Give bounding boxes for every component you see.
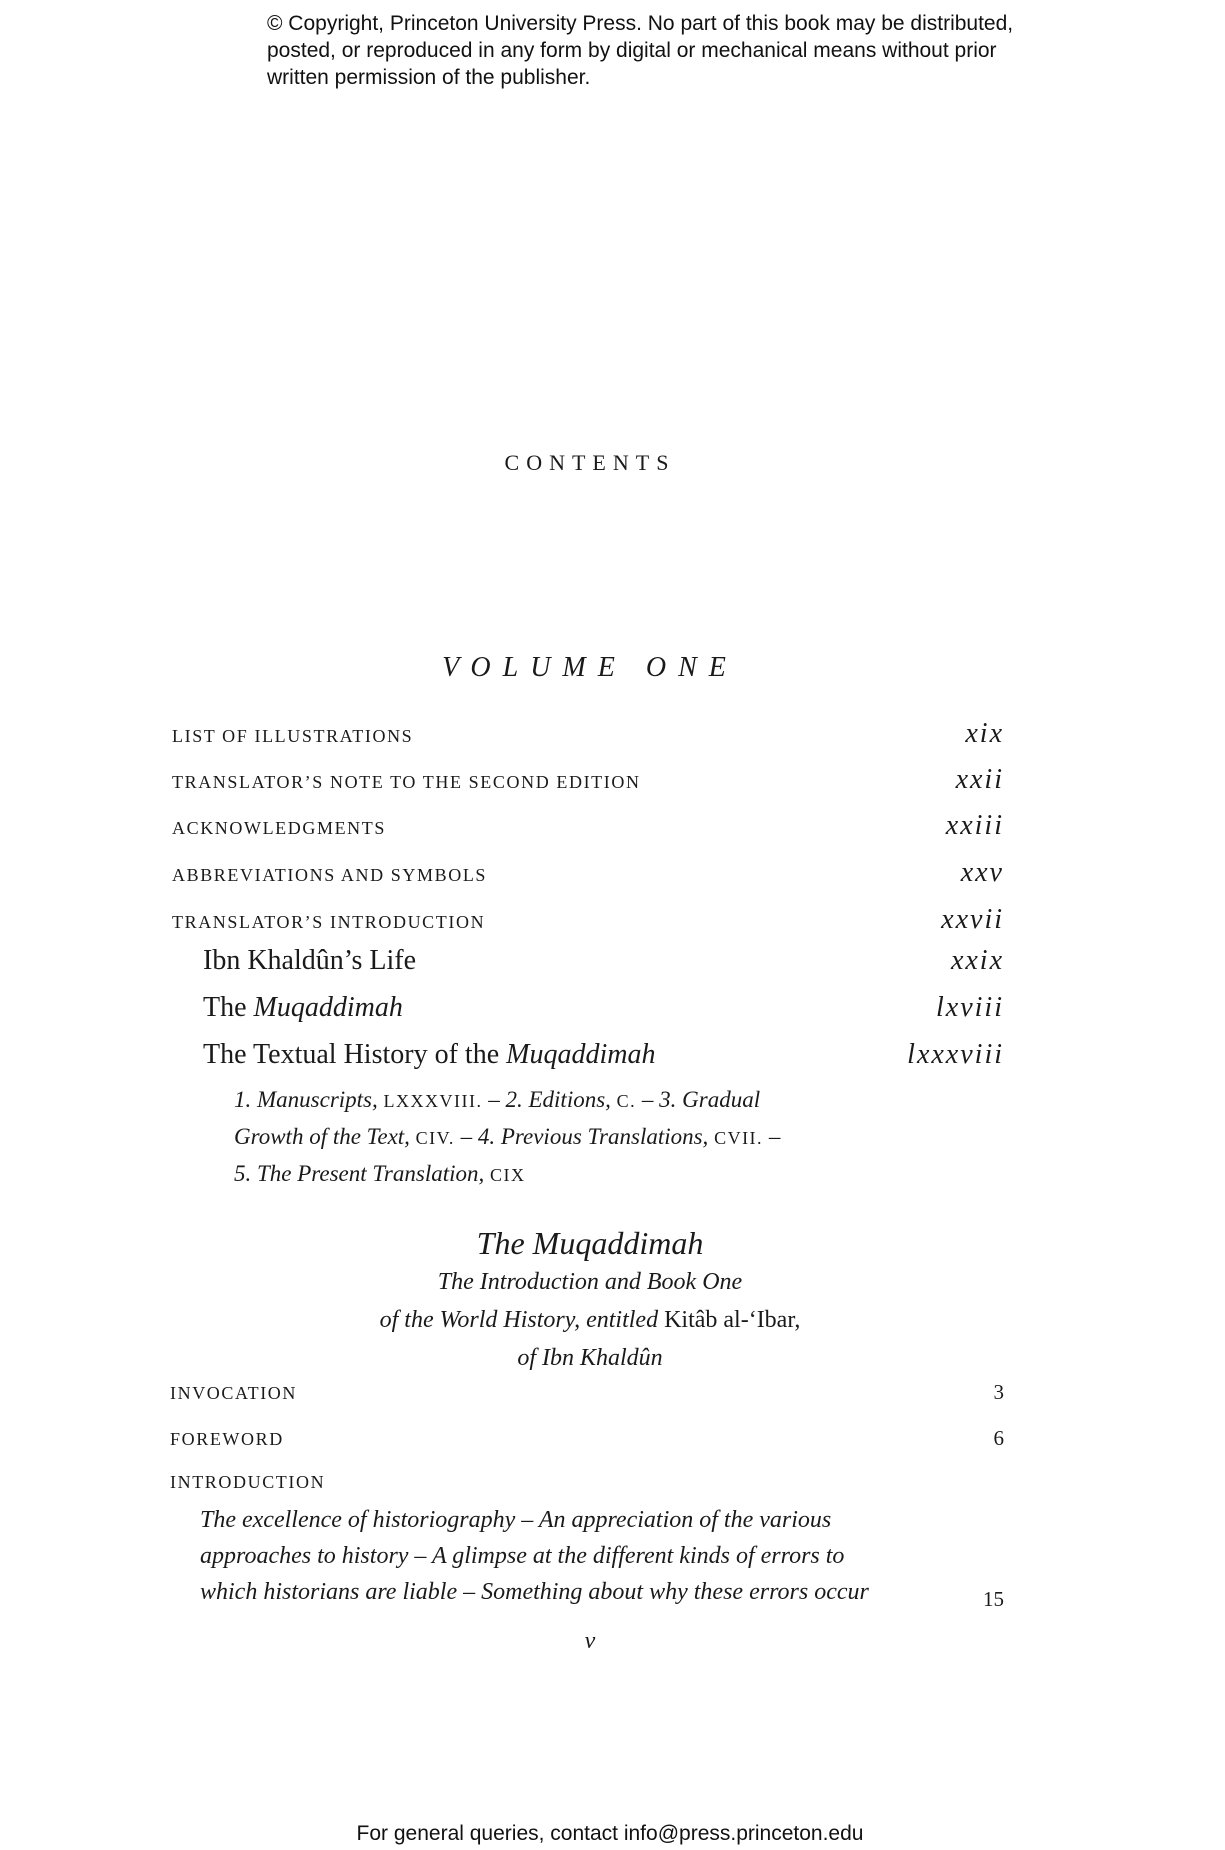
contents-heading: CONTENTS [504,450,676,475]
toc-entry-page: xxv [960,857,1004,888]
toc-entry [170,1426,1004,1451]
toc-entry [172,718,1004,750]
intro-section-page: lxviii [936,992,1004,1023]
muqaddimah-subtitle: of Ibn Khaldûn [517,1345,663,1371]
description-line: The excellence of historiography – An appreciation of the various [200,1507,832,1533]
footer-contact: For general queries, contact info@press.princeton.edu [356,1822,864,1845]
toc-entry-label: LIST OF ILLUSTRATIONS [172,726,414,746]
toc-entry-label: FOREWORD [170,1429,284,1449]
toc-entry-page: 6 [993,1426,1004,1450]
toc-entry-label: INVOCATION [170,1383,297,1403]
toc-entry [172,810,1004,842]
toc-entry [172,764,1004,796]
intro-section-label: Ibn Khaldûn’s Life [203,945,417,976]
label-prefix: The Textual History of the [203,1039,507,1070]
description-line: which historians are liable – Something about why these errors occur [200,1579,869,1605]
toc-entry-page: xix [965,718,1004,749]
intro-section-label [203,992,403,1024]
toc-entry-label: INTRODUCTION [170,1472,326,1492]
toc-entry-page: xxiii [945,810,1004,841]
toc-entry-label: ABBREVIATIONS AND SYMBOLS [172,865,488,885]
toc-entry-page: xxii [955,764,1004,795]
intro-section-page: lxxxviii [907,1039,1004,1070]
intro-section-entry [203,992,1004,1024]
intro-section-label [203,1039,655,1071]
toc-entry [170,1472,1004,1493]
toc-entry [170,1380,1004,1405]
textual-history-subsections [234,1082,914,1193]
intro-section-entry [203,1039,1004,1071]
toc-entry-label: TRANSLATOR’S INTRODUCTION [172,912,486,932]
label-italic: Muqaddimah [253,992,403,1023]
intro-section-entry [203,945,1004,977]
introduction-page: 15 [983,1587,1004,1611]
toc-entry-page: xxvii [941,904,1004,935]
subsection-line: 5. The Present Translation, CIX [234,1161,526,1186]
toc-entry [172,904,1004,936]
introduction-description [200,1502,980,1610]
label-italic: Muqaddimah [506,1039,656,1070]
copyright-notice: © Copyright, Princeton University Press. No part of this book may be distributed, posted, or reproduced in any form by digital or mechanical means without prior written permission of the publisher. [267,12,1014,89]
page-folio: v [584,1628,596,1654]
subsection-line: Growth of the Text, CIV. – 4. Previous Translations, CVII. – [234,1124,781,1149]
subsection-line: 1. Manuscripts, LXXXVIII. – 2. Editions, C. – 3. Gradual [234,1087,761,1112]
toc-entry-page: 3 [993,1380,1004,1404]
toc-entry-label: ACKNOWLEDGMENTS [172,818,386,838]
volume-heading: VOLUME ONE [442,652,738,683]
muqaddimah-title: The Muqaddimah [476,1225,704,1261]
description-line: approaches to history – A glimpse at the different kinds of errors to [200,1543,845,1569]
muqaddimah-subtitle: of the World History, entitled Kitâb al-‘Ibar, [379,1307,801,1333]
label-prefix: The [203,992,254,1023]
muqaddimah-subtitle: The Introduction and Book One [437,1269,743,1295]
toc-entry [172,857,1004,889]
intro-section-page: xxix [950,945,1004,976]
toc-entry-label: TRANSLATOR’S NOTE TO THE SECOND EDITION [172,772,641,792]
